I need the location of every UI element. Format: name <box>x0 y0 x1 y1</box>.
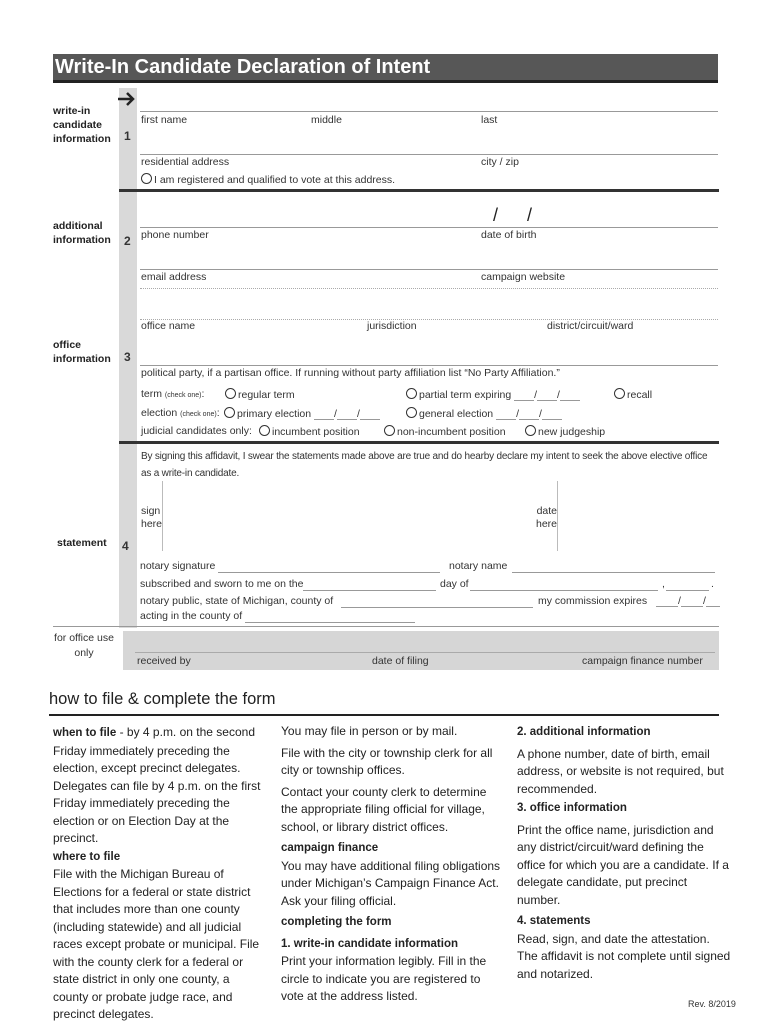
sign-here-label: sign here <box>141 505 163 530</box>
date-here-label: date here <box>536 505 558 530</box>
section-3-label: office information <box>53 339 111 365</box>
last-name-label: last <box>481 114 498 126</box>
acting-county-label: acting in the county of <box>140 610 243 622</box>
dob-label: date of birth <box>481 229 537 241</box>
term-label: term (check one): <box>141 388 205 400</box>
party-label: political party, if a partisan office. If running without party affiliation list “No Party Affiliation.” <box>141 367 560 379</box>
office-use-label: for office use only <box>54 632 114 659</box>
subscribed-label: subscribed and sworn to me on the <box>140 578 304 590</box>
date-bracket <box>557 481 558 551</box>
new-judgeship-option[interactable]: new judgeship <box>525 425 605 438</box>
period-mark: . <box>711 578 714 590</box>
residential-address-label: residential address <box>141 156 230 168</box>
radio-primary-election[interactable] <box>224 407 235 418</box>
email-label: email address <box>141 271 207 283</box>
general-election-option[interactable]: general election / / <box>406 407 562 420</box>
office-name-label: office name <box>141 320 196 332</box>
nonincumbent-option[interactable]: non-incumbent position <box>384 425 506 438</box>
incumbent-option[interactable]: incumbent position <box>259 425 360 438</box>
affidavit-text: By signing this affidavit, I swear the statements made above are true and do hearby declare my intent to seek the above elective office as a write-in candidate. <box>141 451 708 479</box>
revision-note: Rev. 8/2019 <box>688 999 736 1009</box>
section-2-number: 2 <box>124 234 131 248</box>
date-of-filing-label: date of filing <box>372 655 429 667</box>
section-4-label: statement <box>57 537 107 549</box>
arrow-right-icon <box>117 90 137 113</box>
radio-partial-term[interactable] <box>406 388 417 399</box>
instructions-column-3: 2. additional information A phone number, date of birth, email address, or website is not required, but recommended. 3. office information Print the office name, jurisdiction and any district/circuit/ward defining the office for which you are a candidate. If a delegate candidate, put precinct number. 4. statements Read, sign, and date the attestation. The affidavit is not complete until signed and notarized. <box>517 726 731 981</box>
campaign-finance-number-label: campaign finance number <box>582 655 703 667</box>
title-underline <box>53 80 718 83</box>
page-title: Write-In Candidate Declaration of Intent <box>55 56 431 78</box>
regular-term-option[interactable]: regular term <box>225 388 295 401</box>
section-3-number: 3 <box>124 350 131 364</box>
dob-slash-2: / <box>527 205 533 225</box>
partial-term-option[interactable]: partial term expiring / / <box>406 388 580 401</box>
signature-field[interactable] <box>165 481 525 551</box>
section-2-label: additional information <box>53 220 111 246</box>
radio-nonincumbent[interactable] <box>384 425 395 436</box>
phone-label: phone number <box>141 229 209 241</box>
section-1-label: write-in candidate information <box>53 105 111 145</box>
sign-date-field[interactable] <box>560 481 715 551</box>
name-input[interactable] <box>140 128 718 152</box>
registered-checkbox[interactable]: I am registered and qualified to vote at this address. <box>141 173 395 186</box>
radio-recall[interactable] <box>614 388 625 399</box>
radio-regular-term[interactable] <box>225 388 236 399</box>
section-1-number: 1 <box>124 129 131 143</box>
district-label: district/circuit/ward <box>547 320 634 332</box>
day-of-label: day of <box>440 578 469 590</box>
website-label: campaign website <box>481 271 566 283</box>
instructions-heading: how to file & complete the form <box>49 690 276 708</box>
commission-label: my commission expires / / <box>538 595 720 607</box>
judicial-label: judicial candidates only: <box>141 425 252 437</box>
radio-general-election[interactable] <box>406 407 417 418</box>
city-zip-label: city / zip <box>481 156 519 168</box>
radio-incumbent[interactable] <box>259 425 270 436</box>
election-label: election (check one): <box>141 407 220 419</box>
primary-election-option[interactable]: primary election / / <box>224 407 380 420</box>
instructions-rule <box>49 714 719 716</box>
title-bar <box>53 54 718 80</box>
sign-bracket <box>162 481 163 551</box>
instructions-column-1: when to file - by 4 p.m. on the second Friday immediately preceding the election, except precinct delegates. Delegates can file by 4 p.m. on the first Friday immediately preceding the election or on Election Day at the precinct. where to file File with the Michigan Bureau of Elections for a federal or state district that includes more than one county (including statewide) and all judicial races except probate or municipal. File with the county clerk for a federal or state district in only one county, a county or probate judge race, and precinct delegates. <box>53 725 261 1021</box>
notary-name-label: notary name <box>449 560 508 572</box>
notary-public-label: notary public, state of Michigan, county of <box>140 595 334 607</box>
dob-slash: / <box>493 205 499 225</box>
instructions-column-2: You may file in person or by mail. File with the city or township clerk for all city or township offices. Contact your county clerk to determine the appropriate filing official for village, school, or library district offices. campaign finance You may have additional filing obligations under Michigan’s Campaign Finance Act. Ask your filing official. completing the form 1. write-in candidate information Print your information legibly. Fill in the circle to indicate you are registered to vote at the address listed. <box>281 724 501 1003</box>
notary-signature-label: notary signature <box>140 560 216 572</box>
first-name-label: first name <box>141 114 188 126</box>
radio-registered[interactable] <box>141 173 152 184</box>
received-by-label: received by <box>137 655 191 667</box>
comma-mark: , <box>662 578 665 590</box>
recall-option[interactable]: recall <box>614 388 652 401</box>
section-4-number: 4 <box>122 539 129 553</box>
jurisdiction-label: jurisdiction <box>367 320 417 332</box>
radio-new-judgeship[interactable] <box>525 425 536 436</box>
middle-name-label: middle <box>311 114 342 126</box>
